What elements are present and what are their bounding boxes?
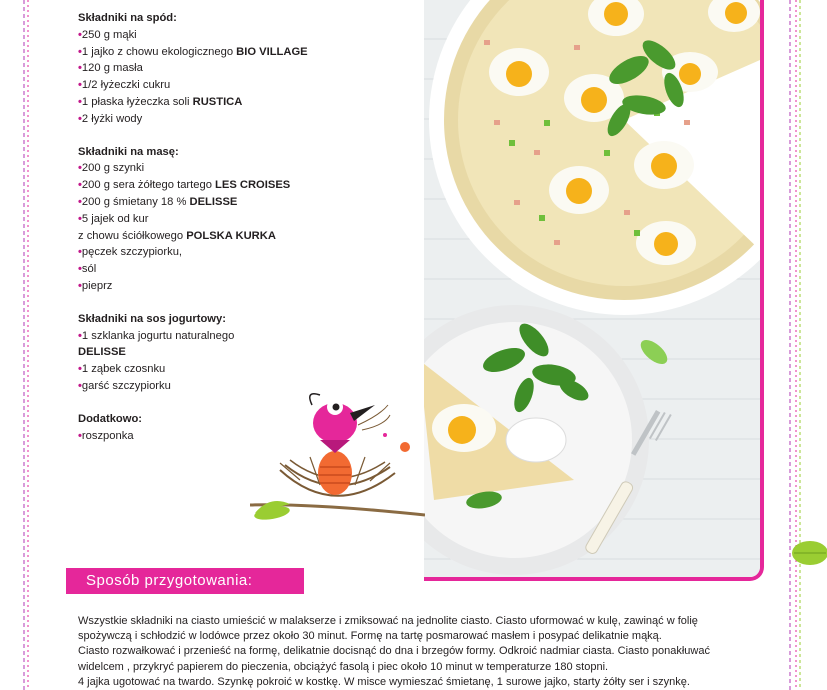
ingredients-filling-section: [78, 144, 378, 295]
method-title: Sposób przygotowania:: [66, 568, 304, 594]
ingredient-item: •pieprz: [78, 279, 113, 292]
ingredient-item: •200 g sera żółtego tartego LES CROISES: [78, 179, 291, 192]
section-title-base: Składniki na spód:: [78, 12, 177, 24]
section-title-extra: Dodatkowo:: [78, 412, 143, 425]
section-title-filling: Składniki na masę:: [78, 145, 179, 158]
section-title-sauce: Składniki na sos jogurtowy:: [78, 312, 226, 325]
bullet-icon: •: [78, 79, 82, 92]
ingredient-brand-line: DELISSE: [78, 346, 126, 359]
ingredient-item: •1 jajko z chowu ekologicznego BIO VILLAGE: [78, 45, 308, 58]
bullet-icon: •: [78, 263, 82, 276]
bullet-icon: •: [78, 329, 82, 342]
bullet-icon: •: [78, 62, 82, 75]
ingredient-item-continuation: z chowu ściółkowego POLSKA KURKA: [78, 229, 276, 242]
ingredients-sauce-section: [78, 311, 378, 395]
ingredient-item: •2 łyżki wody: [78, 112, 143, 125]
method-line: widelcem , przykryć papierem do pieczenia, obciążyć fasolą i piec około 10 minut w temperaturze 180 stopni.: [78, 660, 609, 673]
left-dashed-border: [22, 0, 32, 690]
bullet-icon: •: [78, 28, 82, 41]
bullet-icon: •: [78, 212, 82, 225]
quiche-photo-illustration: [424, 0, 760, 577]
bullet-icon: •: [78, 162, 82, 175]
bullet-icon: •: [78, 95, 82, 108]
method-line: Wszystkie składniki na ciasto umieścić w malakserze i zmiksować na jednolite ciasto. Ciasto uformować w kulę, zawinąć w folię: [78, 615, 698, 627]
bullet-icon: •: [78, 279, 82, 292]
ingredient-item: •1 szklanka jogurtu naturalnego: [78, 329, 235, 342]
bullet-icon: •: [78, 179, 82, 192]
ingredient-item: •200 g śmietany 18 % DELISSE: [78, 195, 238, 208]
ingredient-item: •120 g masła: [78, 62, 143, 75]
bird-on-nest-illustration: [250, 385, 425, 535]
leaf-icon: [788, 538, 827, 568]
bullet-icon: •: [78, 429, 82, 442]
ingredient-item: •1/2 łyżeczki cukru: [78, 79, 171, 92]
right-dashed-border: [786, 0, 802, 690]
bullet-icon: •: [78, 195, 82, 208]
method-line: 4 jajka ugotować na twardo. Szynkę pokroić w kostkę. W misce wymieszać śmietanę, 1 surowe jajko, starty żółty ser i szynkę.: [78, 675, 690, 688]
quiche-photo: [424, 0, 764, 581]
ingredient-item: •250 g mąki: [78, 28, 137, 41]
bullet-icon: •: [78, 112, 82, 125]
ingredient-item: •pęczek szczypiorku,: [78, 246, 183, 259]
bullet-icon: •: [78, 45, 82, 58]
bullet-icon: •: [78, 363, 82, 376]
ingredient-item: •5 jajek od kur: [78, 212, 149, 225]
bullet-icon: •: [78, 246, 82, 259]
ingredient-item: •sól: [78, 263, 97, 276]
method-line: Ciasto rozwałkować i przenieść na formę, delikatnie docisnąć do dna i brzegów formy. Odkroić nadmiar ciasta. Ciasto ponakłuwać: [78, 645, 710, 658]
ingredient-item: •1 płaska łyżeczka soli RUSTICA: [78, 95, 243, 108]
method-line: spożywczą i schłodzić w lodówce przez około 30 minut. Formę na tartę posmarować masłem i posypać delikatnie mąką.: [78, 630, 662, 643]
method-text: [78, 614, 770, 690]
ingredient-item: •roszponka: [78, 429, 134, 442]
ingredient-item: •garść szczypiorku: [78, 379, 171, 392]
ingredient-item: •1 ząbek czosnku: [78, 363, 166, 376]
ingredient-item: •200 g szynki: [78, 162, 145, 175]
bullet-icon: •: [78, 379, 82, 392]
ingredients-base-section: [78, 10, 378, 128]
